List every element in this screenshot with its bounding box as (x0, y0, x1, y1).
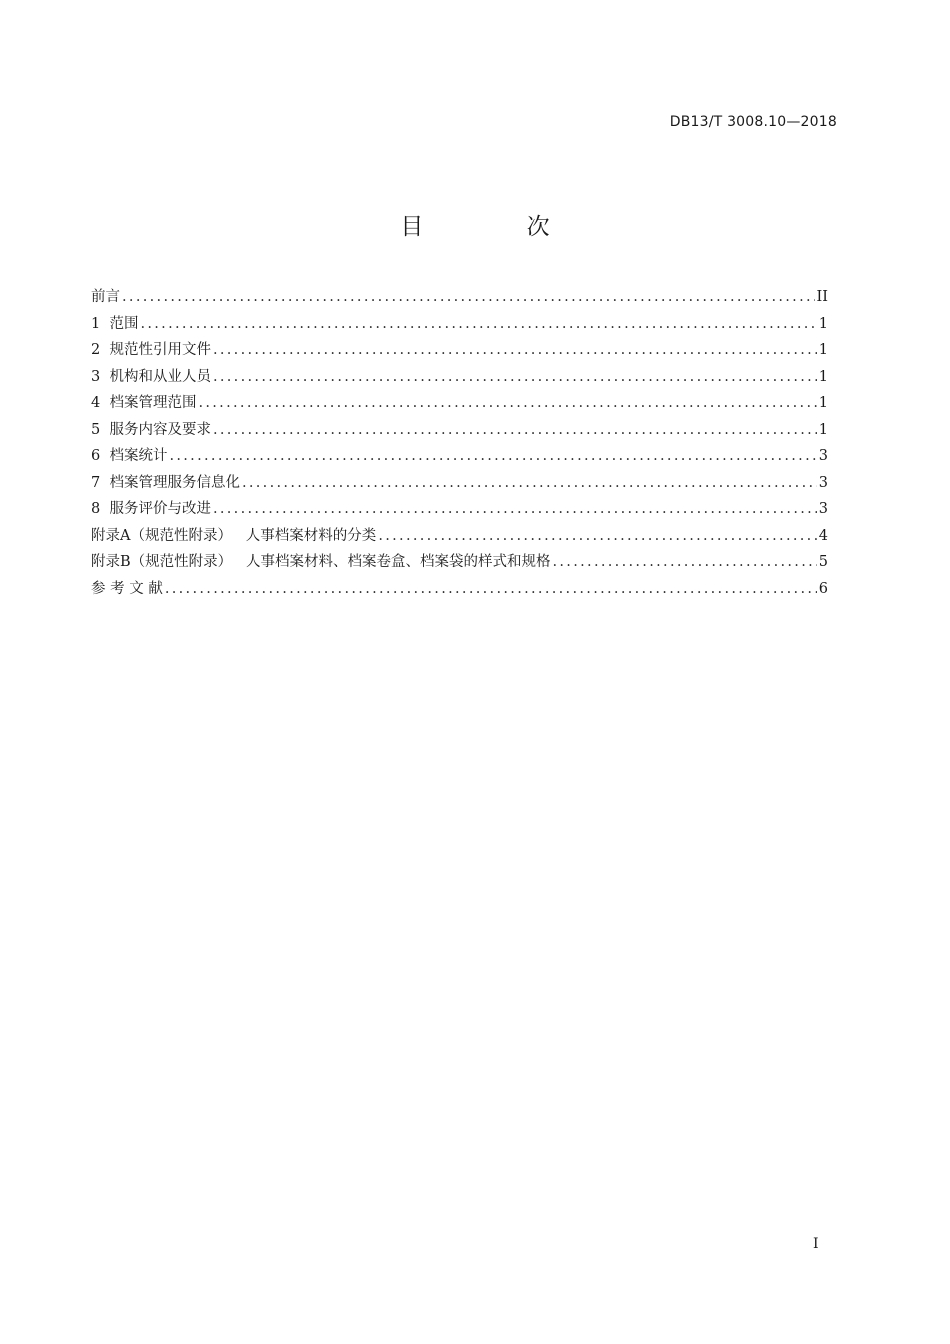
toc-dot-leader (122, 284, 815, 311)
toc-entry-page: 3 (818, 501, 828, 517)
toc-entry-page: 5 (818, 554, 828, 570)
toc-dot-leader (213, 364, 817, 391)
toc-entry-page: 4 (818, 527, 828, 544)
page-number: I (813, 1236, 819, 1252)
toc-entry-label: 7 档案管理服务信息化 (91, 474, 240, 491)
toc-entry-label: 附录B（规范性附录） 人事档案材料、档案卷盒、档案袋的样式和规格 (91, 554, 551, 570)
document-code: DB13/T 3008.10—2018 (669, 114, 837, 130)
toc-dot-leader (213, 337, 817, 364)
toc-entry-page: 1 (818, 421, 828, 438)
toc-entry-scope[interactable] (91, 311, 828, 338)
toc-entry-page: 6 (818, 580, 828, 597)
table-of-contents (91, 284, 828, 602)
toc-dot-leader (552, 549, 816, 576)
toc-entry-institutions-staff[interactable] (91, 364, 828, 391)
toc-dot-leader (213, 496, 817, 523)
toc-entry-normative-references[interactable] (91, 337, 828, 364)
toc-dot-leader (378, 523, 816, 550)
toc-entry-label: 附录A（规范性附录） 人事档案材料的分类 (91, 527, 377, 544)
toc-entry-label: 8 服务评价与改进 (91, 501, 211, 517)
toc-entry-label: 4 档案管理范围 (91, 395, 197, 411)
toc-dot-leader (169, 443, 816, 470)
toc-entry-label: 2 规范性引用文件 (91, 342, 211, 358)
toc-entry-label: 前言 (91, 289, 120, 305)
toc-dot-leader (198, 390, 816, 417)
toc-entry-archive-scope[interactable] (91, 390, 828, 417)
toc-entry-appendix-b[interactable] (91, 549, 828, 576)
toc-entry-page: 1 (818, 315, 828, 332)
toc-title: 目 次 (400, 214, 598, 240)
toc-entry-informatization[interactable] (91, 470, 828, 497)
toc-dot-leader (165, 576, 817, 603)
toc-dot-leader (140, 311, 816, 338)
toc-entry-evaluation[interactable] (91, 496, 828, 523)
toc-entry-page: 1 (818, 368, 828, 385)
toc-dot-leader (242, 470, 817, 497)
toc-entry-label: 3 机构和从业人员 (91, 368, 211, 385)
toc-entry-preface[interactable] (91, 284, 828, 311)
toc-entry-service-content[interactable] (91, 417, 828, 444)
toc-entry-page: 3 (818, 474, 828, 491)
toc-entry-page: 3 (818, 448, 828, 464)
toc-entry-archive-statistics[interactable] (91, 443, 828, 470)
toc-dot-leader (213, 417, 817, 444)
toc-entry-page: 1 (818, 395, 828, 411)
toc-entry-label: 6 档案统计 (91, 448, 168, 464)
toc-entry-appendix-a[interactable] (91, 523, 828, 550)
toc-entry-label: 5 服务内容及要求 (91, 421, 211, 438)
toc-entry-page: II (816, 289, 828, 305)
toc-entry-label: 参 考 文 献 (91, 580, 163, 597)
toc-entry-label: 1 范围 (91, 315, 139, 332)
toc-entry-page: 1 (818, 342, 828, 358)
toc-entry-bibliography[interactable] (91, 576, 828, 603)
